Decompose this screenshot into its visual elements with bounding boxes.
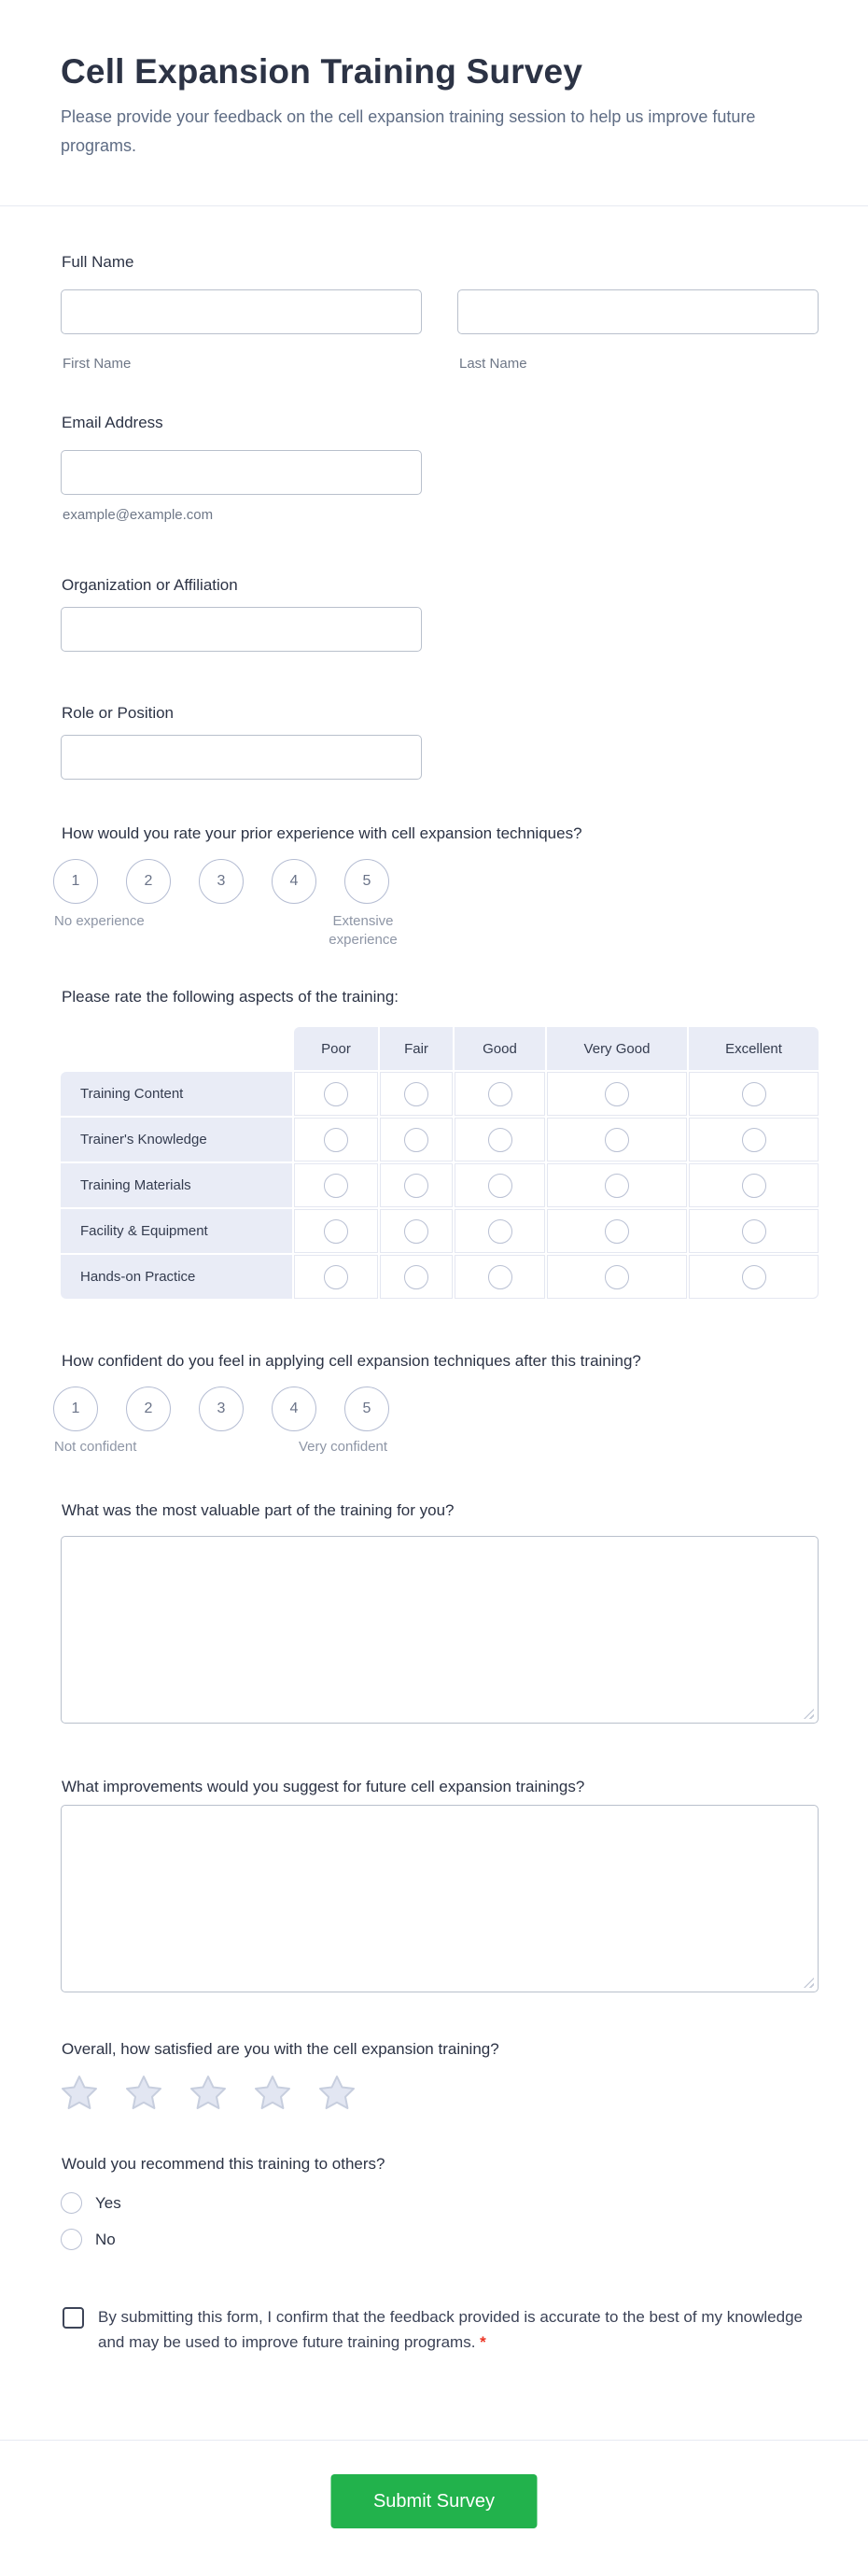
matrix-radio-training-materials-fair[interactable] — [404, 1174, 428, 1198]
matrix-col-header: Good — [455, 1027, 545, 1070]
first-name-sublabel: First Name — [63, 356, 132, 372]
recommend-yes-radio[interactable] — [61, 2192, 82, 2214]
star-icon-4[interactable] — [254, 2075, 291, 2110]
matrix-row-header: Facility & Equipment — [61, 1209, 292, 1253]
matrix-radio-training-materials-very-good[interactable] — [605, 1174, 629, 1198]
matrix-radio-facility-equipment-fair[interactable] — [404, 1219, 428, 1244]
confidence-label: How confident do you feel in applying cell expansion techniques after this training? — [62, 1352, 641, 1370]
star-icon-1[interactable] — [61, 2075, 98, 2110]
confidence-min-label: Not confident — [54, 1439, 137, 1455]
star-icon-3[interactable] — [189, 2075, 227, 2110]
prior-experience-min-label: No experience — [54, 913, 145, 929]
matrix-radio-training-content-good[interactable] — [488, 1082, 512, 1106]
matrix-radio-training-content-fair[interactable] — [404, 1082, 428, 1106]
prior-experience-label: How would you rate your prior experience with cell expansion techniques? — [62, 824, 582, 842]
matrix-radio-facility-equipment-excellent[interactable] — [742, 1219, 766, 1244]
matrix-radio-facility-equipment-good[interactable] — [488, 1219, 512, 1244]
role-input[interactable] — [61, 735, 422, 780]
prior-experience-max-label: Extensive experience — [329, 913, 398, 948]
role-label: Role or Position — [62, 704, 175, 722]
confidence-scale — [53, 1387, 389, 1431]
prior-experience-option-4[interactable]: 4 — [272, 859, 316, 904]
matrix-radio-training-content-poor[interactable] — [324, 1082, 348, 1106]
confidence-option-1[interactable]: 1 — [53, 1387, 98, 1431]
confidence-option-4[interactable]: 4 — [272, 1387, 316, 1431]
improvements-textarea[interactable] — [61, 1805, 819, 1992]
prior-experience-option-5[interactable]: 5 — [344, 859, 389, 904]
matrix-radio-trainers-knowledge-very-good[interactable] — [605, 1128, 629, 1152]
recommend-no-label: No — [95, 2230, 116, 2248]
matrix-radio-training-content-very-good[interactable] — [605, 1082, 629, 1106]
form-header — [61, 52, 772, 161]
page-title: Cell Expansion Training Survey — [61, 52, 583, 91]
matrix-radio-training-materials-excellent[interactable] — [742, 1174, 766, 1198]
matrix-row-header: Trainer's Knowledge — [61, 1118, 292, 1161]
consent-text: By submitting this form, I confirm that the feedback provided is accurate to the best of my knowledge and may be used to improve future training programs. — [98, 2308, 803, 2351]
valuable-label: What was the most valuable part of the training for you? — [62, 1501, 455, 1519]
consent-field — [61, 2304, 819, 2355]
prior-experience-option-2[interactable]: 2 — [126, 859, 171, 904]
submit-survey-button[interactable]: Submit Survey — [331, 2474, 538, 2528]
matrix-radio-facility-equipment-very-good[interactable] — [605, 1219, 629, 1244]
matrix-radio-facility-equipment-poor[interactable] — [324, 1219, 348, 1244]
matrix-col-header: Excellent — [689, 1027, 819, 1070]
star-rating — [61, 2075, 356, 2110]
star-icon-2[interactable] — [125, 2075, 162, 2110]
matrix-radio-training-materials-good[interactable] — [488, 1174, 512, 1198]
page-subtitle: Please provide your feedback on the cell expansion training session to help us improve future programs. — [61, 107, 756, 155]
matrix-row-header: Training Content — [61, 1072, 292, 1116]
valuable-textarea-wrap — [61, 1536, 819, 1724]
overall-label: Overall, how satisfied are you with the cell expansion training? — [62, 2040, 499, 2058]
improvements-textarea-wrap — [61, 1805, 819, 1992]
matrix-radio-training-content-excellent[interactable] — [742, 1082, 766, 1106]
recommend-option-no[interactable] — [61, 2229, 116, 2250]
rating-matrix — [61, 1027, 819, 1299]
recommend-option-yes[interactable] — [61, 2192, 121, 2214]
matrix-radio-hands-on-practice-fair[interactable] — [404, 1265, 428, 1289]
last-name-sublabel: Last Name — [459, 356, 527, 372]
last-name-input[interactable] — [457, 289, 819, 334]
confidence-max-label: Very confident — [299, 1439, 388, 1455]
matrix-row-header: Training Materials — [61, 1163, 292, 1207]
recommend-yes-label: Yes — [95, 2193, 121, 2212]
prior-experience-option-1[interactable]: 1 — [53, 859, 98, 904]
required-asterisk: * — [480, 2333, 486, 2351]
matrix-radio-hands-on-practice-very-good[interactable] — [605, 1265, 629, 1289]
confidence-option-3[interactable]: 3 — [199, 1387, 244, 1431]
matrix-row-header: Hands-on Practice — [61, 1255, 292, 1299]
matrix-radio-hands-on-practice-excellent[interactable] — [742, 1265, 766, 1289]
organization-label: Organization or Affiliation — [62, 576, 238, 594]
improvements-label: What improvements would you suggest for future cell expansion trainings? — [62, 1778, 585, 1795]
matrix-radio-hands-on-practice-poor[interactable] — [324, 1265, 348, 1289]
star-icon-5[interactable] — [318, 2075, 356, 2110]
email-label: Email Address — [62, 414, 163, 431]
matrix-radio-hands-on-practice-good[interactable] — [488, 1265, 512, 1289]
prior-experience-scale — [53, 859, 389, 904]
recommend-label: Would you recommend this training to others? — [62, 2155, 385, 2173]
matrix-label: Please rate the following aspects of the training: — [62, 988, 399, 1006]
matrix-radio-trainers-knowledge-good[interactable] — [488, 1128, 512, 1152]
valuable-textarea[interactable] — [61, 1536, 819, 1724]
matrix-radio-trainers-knowledge-poor[interactable] — [324, 1128, 348, 1152]
matrix-radio-trainers-knowledge-excellent[interactable] — [742, 1128, 766, 1152]
first-name-input[interactable] — [61, 289, 422, 334]
email-sublabel: example@example.com — [63, 507, 214, 523]
matrix-radio-trainers-knowledge-fair[interactable] — [404, 1128, 428, 1152]
recommend-no-radio[interactable] — [61, 2229, 82, 2250]
matrix-radio-training-materials-poor[interactable] — [324, 1174, 348, 1198]
organization-input[interactable] — [61, 607, 422, 652]
matrix-col-header: Fair — [380, 1027, 453, 1070]
matrix-col-header: Poor — [294, 1027, 378, 1070]
prior-experience-option-3[interactable]: 3 — [199, 859, 244, 904]
confidence-option-2[interactable]: 2 — [126, 1387, 171, 1431]
footer-divider — [0, 2440, 868, 2441]
matrix-corner-cell — [61, 1027, 292, 1070]
confidence-option-5[interactable]: 5 — [344, 1387, 389, 1431]
header-divider — [0, 205, 868, 206]
consent-checkbox[interactable] — [63, 2307, 84, 2329]
email-input[interactable] — [61, 450, 422, 495]
full-name-label: Full Name — [62, 253, 134, 271]
matrix-col-header: Very Good — [547, 1027, 687, 1070]
